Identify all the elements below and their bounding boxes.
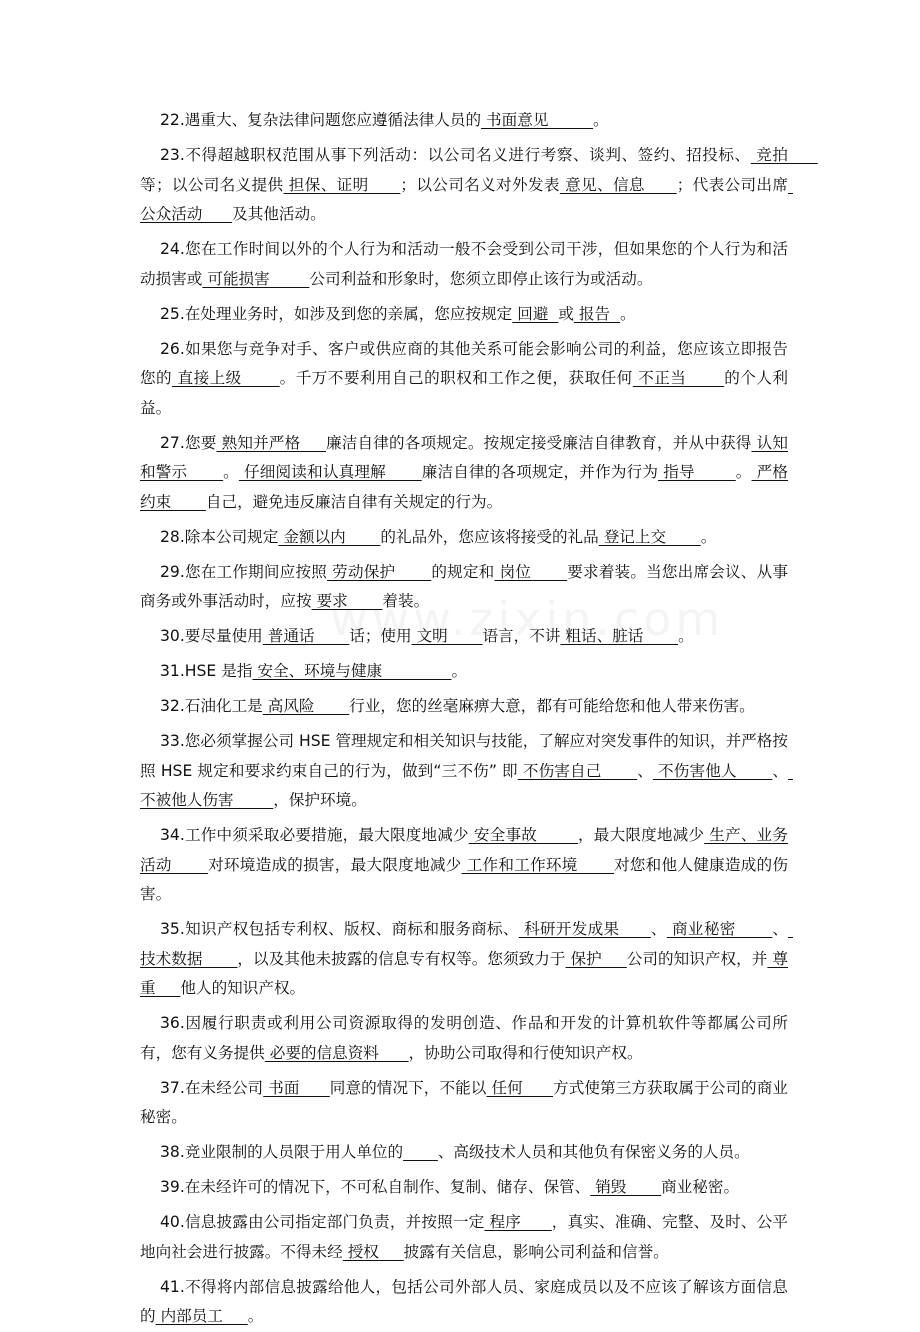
question-paragraph	[140, 523, 788, 553]
question-text: 27.您要	[160, 433, 217, 452]
question-text: 22.遇重大、复杂法律问题您应遵循法律人员的	[160, 111, 482, 129]
question-text: 26.如果您与竞争对手、客户或供应商的其他关系可能会影响公司的利益，您应该立即报告您的	[140, 339, 788, 387]
answer-blank: 岗位	[494, 562, 568, 581]
question-text: 廉洁自律的各项规定，并作为行为	[421, 463, 659, 481]
question-text: ，以及其他未披露的信息专有权等。您须致力于	[237, 949, 566, 968]
question-text: ；代表公司出席	[676, 175, 788, 194]
question-text: 41.不得将内部信息披露给他人，包括公司外部人员、家庭成员以及不应该了解该方面信息的	[140, 1277, 788, 1325]
question-text: 34.工作中须采取必要措施，最大限度地减少	[160, 826, 469, 844]
answer-blank: 意见、信息	[559, 175, 677, 194]
question-paragraph	[140, 106, 788, 136]
answer-blank: 登记上交	[598, 527, 701, 546]
question-paragraph	[140, 821, 788, 910]
answer-blank: 销毁	[590, 1178, 662, 1196]
question-text: 语言，不讲	[482, 627, 561, 645]
answer-blank: 金额以内	[278, 527, 381, 546]
question-text: ，保护环境。	[273, 791, 367, 809]
answer-blank: 文明	[411, 627, 483, 645]
answer-blank: 粗话、脏话	[560, 627, 679, 645]
answer-blank: 工作和工作环境	[461, 855, 614, 874]
question-text: 同意的情况下，不能以	[329, 1078, 487, 1097]
question-paragraph	[140, 1273, 788, 1332]
question-text: 、	[637, 761, 653, 780]
question-text: 28.除本公司规定	[160, 527, 279, 546]
question-text: 他人的知识产权。	[180, 979, 306, 997]
question-text: 披露有关信息，影响公司利益和信誉。	[403, 1242, 669, 1261]
question-paragraph	[140, 1074, 788, 1133]
question-text: 廉洁自律的各项规定。按规定接受廉洁自律教育，并从中获得	[326, 433, 752, 452]
question-text: 。	[451, 662, 468, 680]
question-text: 、	[772, 920, 788, 938]
question-text: ，协助公司取得和行使知识产权。	[408, 1043, 643, 1062]
question-text: 24.您在工作时间以外的个人行为和活动一般不会受到公司干涉，但如果您的个人行为和活动损害或	[140, 240, 788, 288]
answer-blank: 回避	[512, 304, 559, 323]
answer-blank: 要求	[311, 592, 383, 610]
question-text: 、高级技术人员和其他负有保密义务的人员。	[437, 1143, 750, 1161]
question-text: 40.信息披露由公司指定部门负责，并按照一定	[160, 1213, 485, 1231]
answer-blank: 安全事故	[468, 826, 579, 844]
question-paragraph	[140, 1009, 788, 1068]
answer-blank: 认知和警示	[140, 433, 788, 481]
document-body	[140, 106, 818, 1332]
answer-blank: 内部员工	[155, 1307, 248, 1325]
question-paragraph	[140, 429, 788, 518]
question-text: ；以公司名义对外发表	[400, 175, 560, 194]
question-paragraph	[140, 727, 793, 816]
question-text: 。	[700, 527, 717, 546]
answer-blank: 担保、证明	[283, 175, 401, 194]
answer-blank: 程序	[484, 1213, 552, 1231]
question-text: 。千万不要利用自己的职权和工作之便，获取任何	[279, 369, 633, 387]
question-paragraph	[140, 558, 788, 617]
answer-blank: 必要的信息资料	[264, 1043, 409, 1062]
question-paragraph	[140, 141, 818, 230]
question-text: 23.不得超越职权范围从事下列活动：以公司名义进行考察、谈判、签约、招投标、	[160, 146, 751, 164]
answer-blank: 不被他人伤害	[140, 761, 793, 809]
answer-blank: 技术数据	[140, 920, 793, 968]
question-text: 37.在未经公司	[160, 1078, 264, 1097]
question-text: 32.石油化工是	[160, 697, 263, 715]
question-text: 。	[678, 627, 694, 645]
answer-blank: 可能损害	[202, 269, 310, 288]
answer-blank: 书面意见	[481, 111, 594, 129]
question-text: 29.您在工作期间应按照	[160, 562, 328, 581]
question-text: 行业，您的丝毫麻痹大意，都有可能给您和他人带来伤害。	[349, 697, 755, 715]
question-text: 。	[620, 304, 636, 323]
question-paragraph	[140, 300, 788, 330]
question-text: 着装。	[382, 592, 430, 610]
question-text: 30.要尽量使用	[160, 627, 263, 645]
answer-blank: 指导	[658, 463, 736, 481]
answer-blank: 不伤害他人	[652, 761, 773, 780]
answer-blank: 不正当	[632, 369, 725, 387]
question-text: 31.HSE 是指	[160, 662, 253, 680]
answer-blank: 不伤害自己	[517, 761, 638, 780]
answer-blank: 保护	[565, 949, 627, 968]
question-paragraph	[140, 692, 788, 722]
answer-blank: 仔细阅读和认真理解	[238, 463, 422, 481]
answer-blank: 科研开发成果	[518, 920, 651, 938]
question-paragraph	[140, 1173, 788, 1203]
question-text: 及其他活动。	[232, 205, 326, 223]
answer-blank: 劳动保护	[327, 562, 432, 581]
answer-blank: 竞拍	[750, 146, 818, 164]
question-text: 公司利益和形象时，您须立即停止该行为或活动。	[309, 269, 653, 288]
question-text: 商业秘密。	[661, 1178, 740, 1196]
question-text: 36.因履行职责或利用公司资源取得的发明创造、作品和开发的计算机软件等都属公司所有，您有义务提供	[140, 1014, 788, 1062]
question-text: 25.在处理业务时，如涉及到您的亲属，您应按规定	[160, 304, 513, 323]
question-text: 39.在未经许可的情况下，不可私自制作、复制、储存、保管、	[160, 1178, 591, 1196]
question-text: ，最大限度地减少	[578, 826, 705, 844]
question-text: ，真实、准确、完整、及时、公平地向社会进行披露。不得未经	[140, 1213, 788, 1261]
question-text: 、	[650, 920, 667, 938]
answer-blank: 高风险	[262, 697, 350, 715]
question-text: 的规定和	[431, 562, 495, 581]
question-paragraph	[140, 1208, 788, 1267]
question-text: 35.知识产权包括专利权、版权、商标和服务商标、	[160, 920, 519, 938]
answer-blank: 商业秘密	[666, 920, 773, 938]
question-paragraph	[140, 657, 788, 687]
question-text: 公司的知识产权，并	[626, 949, 768, 968]
question-text: 要求着装。当您出席会议、从事商务或外事活动时，应按	[140, 562, 788, 610]
answer-blank	[403, 1143, 438, 1161]
question-paragraph	[140, 335, 788, 424]
question-text: 。	[223, 463, 239, 481]
answer-blank: 普通话	[262, 627, 350, 645]
answer-blank: 报告	[573, 304, 621, 323]
question-text: 或	[558, 304, 574, 323]
question-text: 等；以公司名义提供	[140, 175, 284, 194]
question-text: 。	[247, 1307, 264, 1325]
question-text: 、	[772, 761, 788, 780]
answer-blank: 生产、业务活动	[140, 826, 788, 874]
question-text: 对您和他人健康造成的伤害。	[140, 855, 788, 903]
answer-blank: 安全、环境与健康	[252, 662, 452, 680]
answer-blank: 授权	[342, 1242, 404, 1261]
question-text: 的礼品外，您应该将接受的礼品	[380, 527, 599, 546]
question-paragraph	[140, 1138, 788, 1168]
question-text: 自己，避免违反廉洁自律有关规定的行为。	[205, 492, 503, 511]
answer-blank: 公众活动	[140, 175, 793, 223]
answer-blank: 直接上级	[172, 369, 280, 387]
question-text: 33.您必须掌握公司 HSE 管理规定和相关知识与技能，了解应对突发事件的知识，并严格按照 HSE 规定和要求约束自己的行为，做到“三不伤” 即	[140, 732, 788, 780]
question-text: 对环境造成的损害，最大限度地减少	[208, 855, 462, 874]
answer-blank: 任何	[486, 1078, 554, 1097]
answer-blank: 严格约束	[140, 463, 788, 511]
question-text: 方式使第三方获取属于公司的商业秘密。	[140, 1078, 788, 1126]
question-text: 。	[593, 111, 609, 129]
answer-blank: 尊重	[140, 949, 788, 997]
question-text: 的个人利益。	[140, 369, 788, 417]
answer-blank: 熟知并严格	[216, 433, 327, 452]
answer-blank: 书面	[263, 1078, 330, 1097]
question-paragraph	[140, 235, 788, 294]
question-paragraph	[140, 622, 788, 652]
question-paragraph	[140, 915, 793, 1004]
question-text: 38.竞业限制的人员限于用人单位的	[160, 1143, 404, 1161]
question-text: 话；使用	[349, 627, 412, 645]
question-text: 。	[735, 463, 752, 481]
